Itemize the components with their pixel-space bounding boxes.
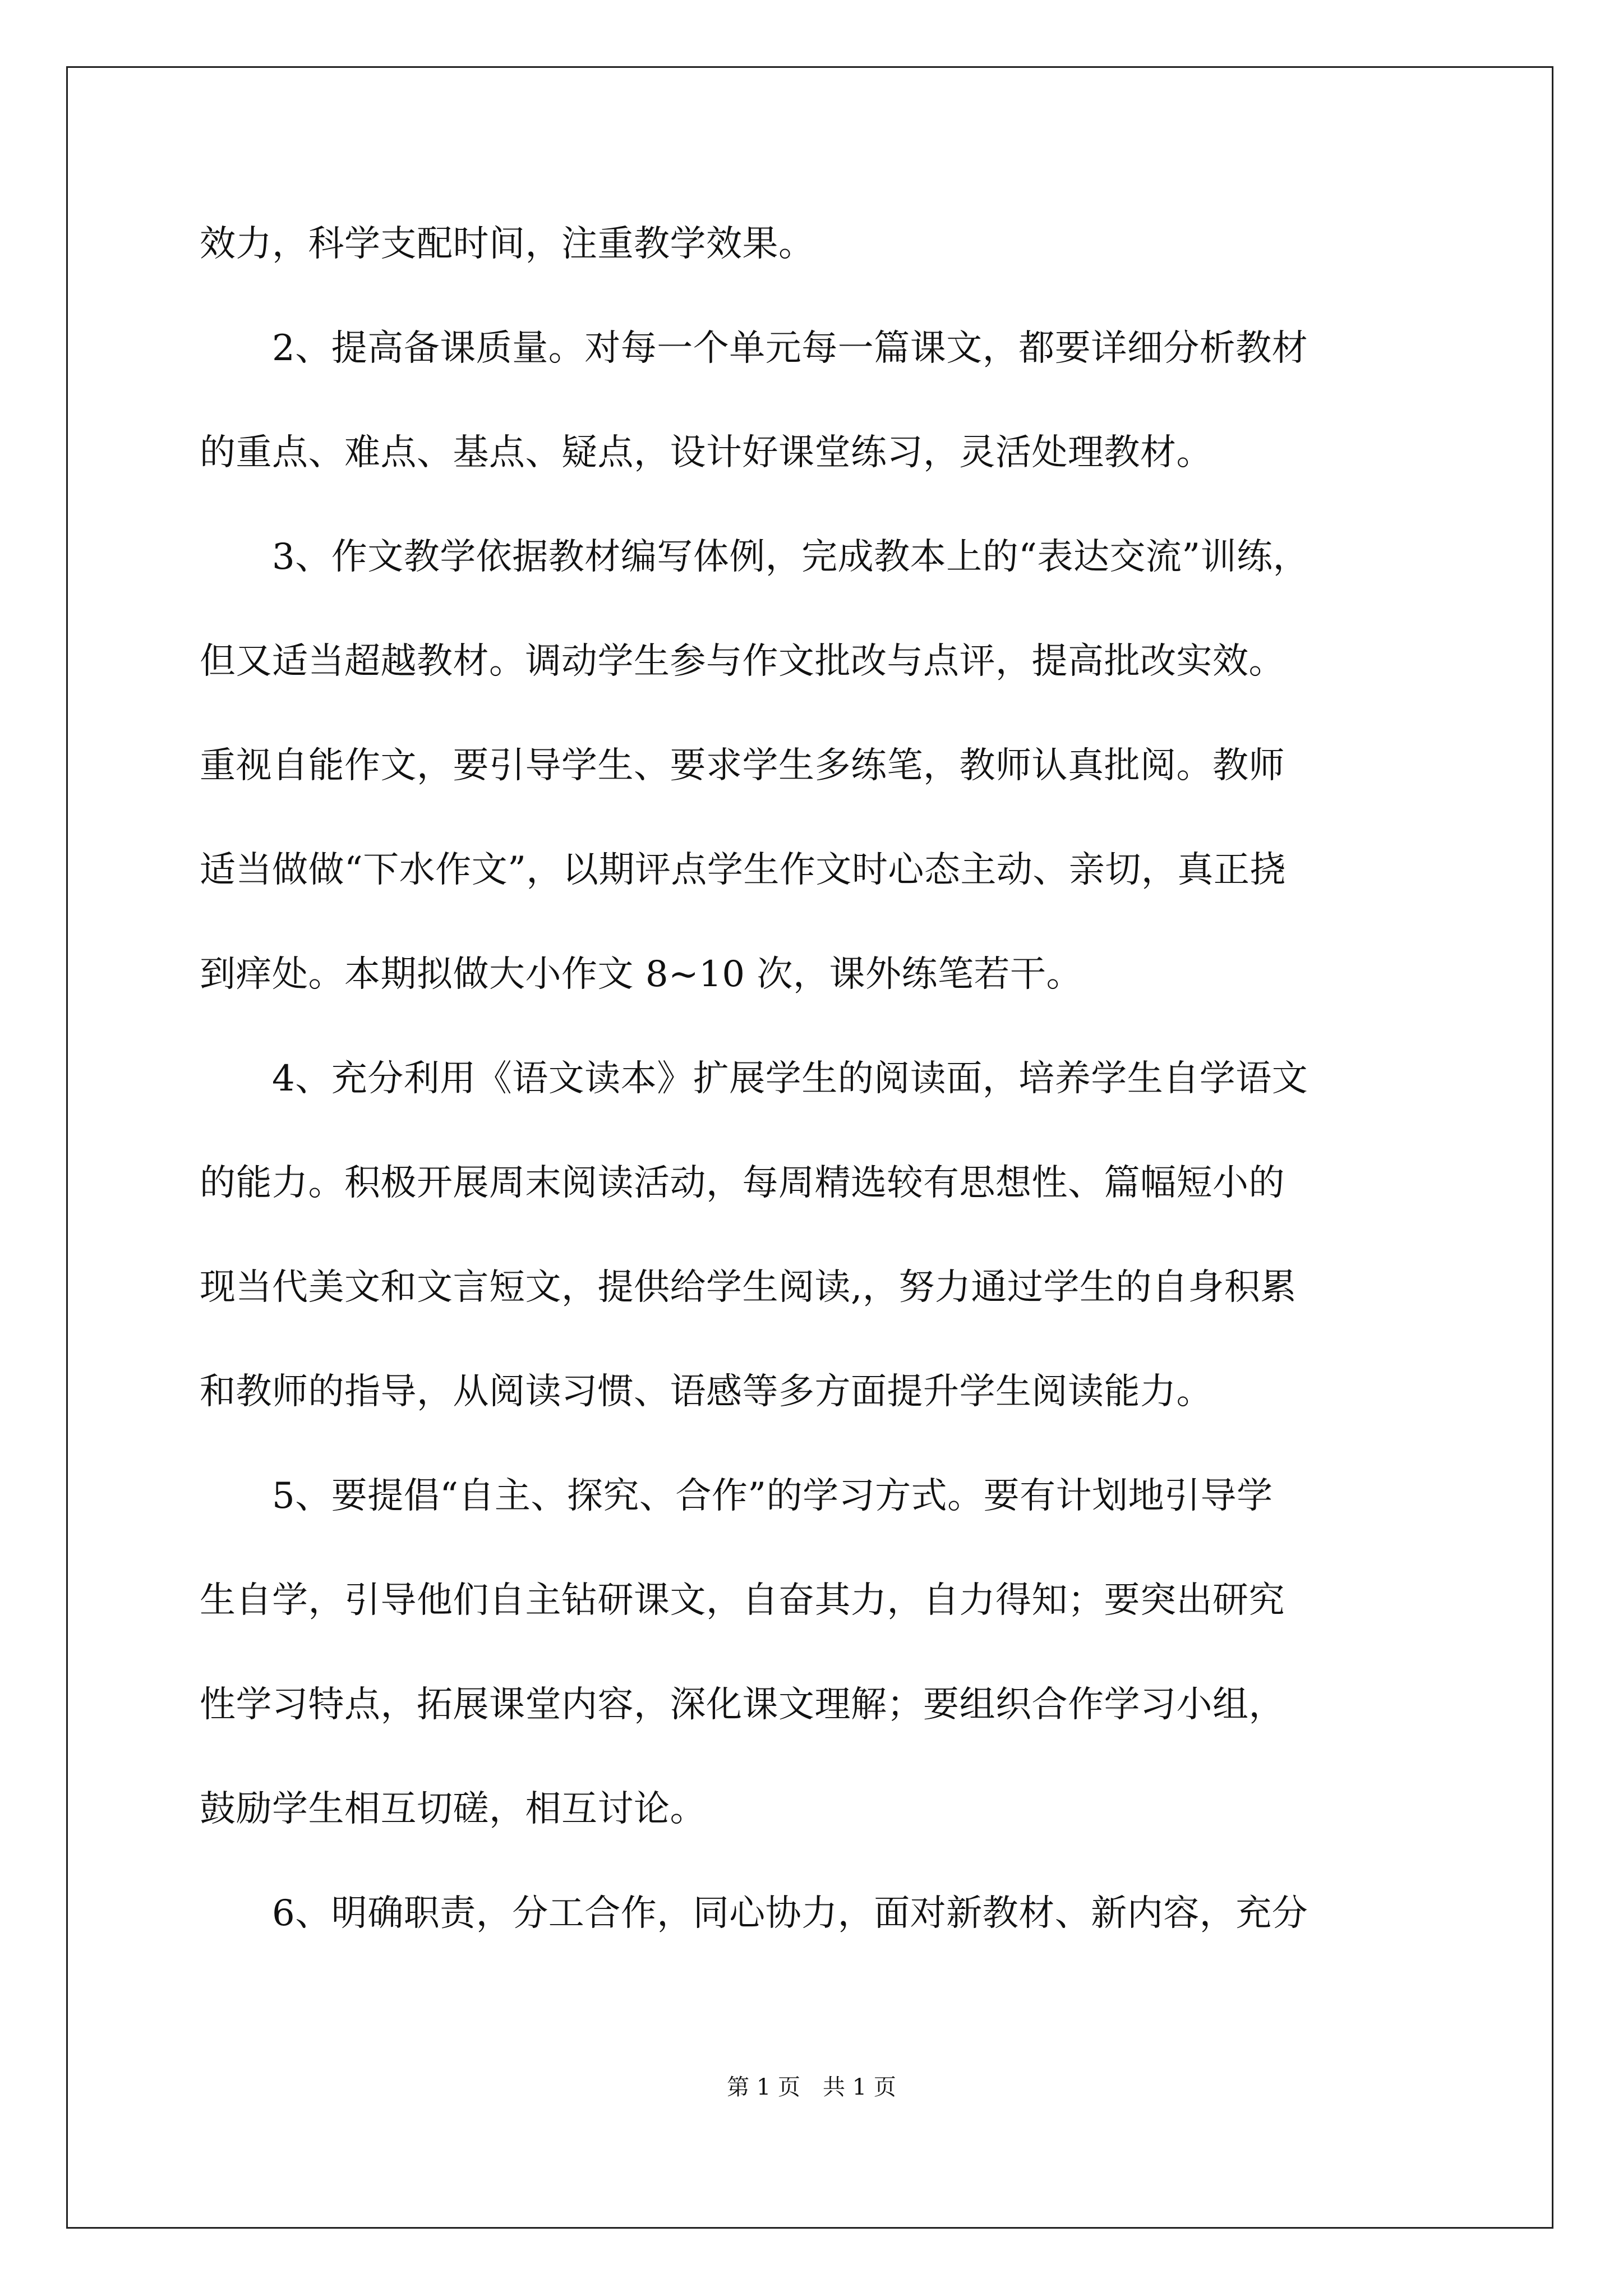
text-line: 到痒处。本期拟做大小作文 8~10 次，课外练笔若干。: [200, 954, 1082, 995]
text-line: 重视自能作文，要引导学生、要求学生多练笔，教师认真批阅。教师: [200, 745, 1285, 786]
text-line: 4、充分利用《语文读本》扩展学生的阅读面，培养学生自学语文: [200, 1058, 1308, 1099]
text-line: 2、提高备课质量。对每一个单元每一篇课文，都要详细分析教材: [200, 328, 1308, 369]
text-line: 生自学，引导他们自主钻研课文，自奋其力，自力得知；要突出研究: [200, 1580, 1285, 1621]
page-number-footer: 第 1 页 共 1 页: [727, 2074, 896, 2100]
text-line: 的能力。积极开展周末阅读活动，每周精选较有思想性、篇幅短小的: [200, 1162, 1285, 1204]
text-line: 但又适当超越教材。调动学生参与作文批改与点评，提高批改实效。: [200, 641, 1285, 682]
text-line: 效力，科学支配时间，注重教学效果。: [200, 223, 815, 265]
text-line: 现当代美文和文言短文，提供给学生阅读,，努力通过学生的自身积累: [200, 1267, 1297, 1308]
text-line: 6、明确职责，分工合作，同心协力，面对新教材、新内容，充分: [200, 1893, 1308, 1934]
text-line: 的重点、难点、基点、疑点，设计好课堂练习，灵活处理教材。: [200, 432, 1212, 473]
text-line: 3、作文教学依据教材编写体例，完成教本上的“表达交流”训练，: [200, 536, 1310, 578]
text-line: 适当做做“下水作文”，以期评点学生作文时心态主动、亲切，真正挠: [200, 849, 1286, 891]
text-line: 5、要提倡“自主、探究、合作”的学习方式。要有计划地引导学: [200, 1475, 1273, 1517]
text-line: 性学习特点，拓展课堂内容，深化课文理解；要组织合作学习小组，: [200, 1684, 1285, 1726]
text-line: 和教师的指导，从阅读习惯、语感等多方面提升学生阅读能力。: [200, 1371, 1212, 1412]
text-line: 鼓励学生相互切磋，相互讨论。: [200, 1788, 706, 1830]
